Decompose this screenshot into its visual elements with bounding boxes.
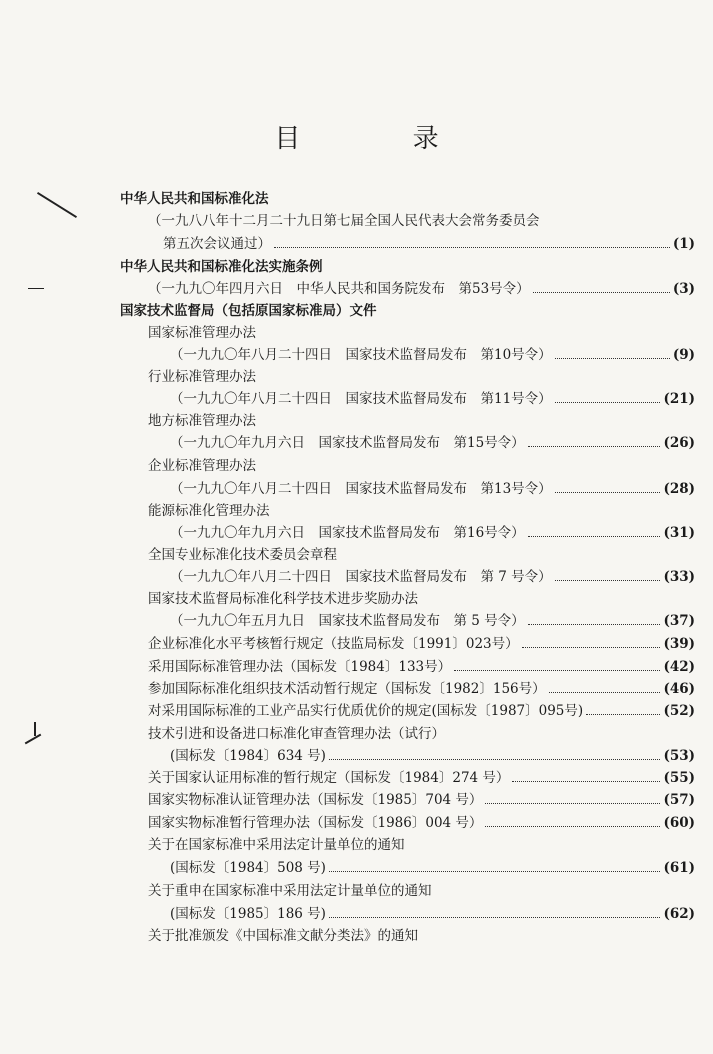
- toc-page-number: (1): [672, 236, 695, 252]
- toc-entry: [148, 455, 695, 477]
- toc-entry-text: (国标发〔1984〕634 号): [170, 748, 326, 764]
- toc-entry: [170, 432, 695, 454]
- toc-entry: [170, 566, 695, 588]
- toc-entry: [148, 700, 695, 722]
- toc-entry: [148, 925, 695, 947]
- toc-entry: [170, 388, 695, 410]
- leader-dots: [528, 611, 661, 625]
- scan-mark-left-mid: [25, 734, 42, 745]
- toc-entry: [120, 256, 695, 278]
- leader-dots: [555, 479, 661, 493]
- leader-dots: [454, 657, 660, 671]
- toc-entry: [148, 588, 695, 610]
- toc-entry: [148, 210, 695, 232]
- toc-entry-text: （一九九〇年九月六日 国家技术监督局发布 第16号令）: [170, 525, 525, 541]
- toc-page-number: (3): [672, 281, 695, 297]
- toc-page-number: (61): [663, 860, 695, 876]
- toc-entry: [170, 745, 695, 767]
- toc-entry: [120, 300, 695, 322]
- toc-page-number: (28): [663, 481, 695, 497]
- toc-entry-text: （一九九〇年四月六日 中华人民共和国务院发布 第53号令）: [148, 281, 530, 297]
- toc-page-number: (60): [663, 815, 695, 831]
- leader-dots: [329, 904, 660, 918]
- leader-dots: [329, 746, 660, 760]
- leader-dots: [485, 813, 660, 827]
- toc-page-number: (57): [663, 792, 695, 808]
- toc-entry-text: 国家实物标准暂行管理办法（国标发〔1986〕004 号）: [148, 815, 483, 831]
- toc-entry: [148, 880, 695, 902]
- toc-entry: [148, 723, 695, 745]
- toc-entry-text: 中华人民共和国标准化法: [120, 191, 269, 207]
- toc-page-number: (31): [663, 525, 695, 541]
- toc-entry-text: 关于批准颁发《中国标准文献分类法》的通知: [148, 928, 418, 944]
- toc-entry-text: （一九九〇年九月六日 国家技术监督局发布 第15号令）: [170, 435, 525, 451]
- toc-entry: [148, 500, 695, 522]
- page-title: 目 录: [274, 124, 491, 154]
- toc-page-number: (39): [663, 636, 695, 652]
- toc-entry-text: 关于重申在国家标准中采用法定计量单位的通知: [148, 883, 432, 899]
- leader-dots: [586, 701, 660, 715]
- toc-page-number: (21): [663, 391, 695, 407]
- toc-entry: [170, 610, 695, 632]
- leader-dots: [555, 389, 661, 403]
- toc-page-number: (52): [663, 703, 695, 719]
- toc-entry-text: 国家实物标准认证管理办法（国标发〔1985〕704 号）: [148, 792, 483, 808]
- leader-dots: [329, 858, 660, 872]
- leader-dots: [528, 433, 661, 447]
- toc-entry: [148, 322, 695, 344]
- toc-entry: [148, 410, 695, 432]
- scan-mark-left-top: [37, 192, 77, 218]
- toc-page-number: (46): [663, 681, 695, 697]
- toc-entry-text: （一九九〇年八月二十四日 国家技术监督局发布 第 7 号令）: [170, 569, 552, 585]
- toc-entry: [148, 789, 695, 811]
- scan-mark-left-top2: [28, 288, 44, 289]
- toc-entry: [170, 857, 695, 879]
- toc-entry-text: （一九九〇年八月二十四日 国家技术监督局发布 第11号令）: [170, 391, 552, 407]
- toc-page-number: (37): [663, 613, 695, 629]
- toc-page-number: (26): [663, 435, 695, 451]
- toc-entry-text: 参加国际标准化组织技术活动暂行规定（国标发〔1982〕156号）: [148, 681, 546, 697]
- toc-entry: [148, 278, 695, 300]
- leader-dots: [555, 567, 661, 581]
- toc-entry-text: 采用国际标准管理办法（国标发〔1984〕133号）: [148, 659, 452, 675]
- toc-page-number: (33): [663, 569, 695, 585]
- toc-entry: [170, 344, 695, 366]
- toc-entry: [170, 903, 695, 925]
- toc-entry: [148, 544, 695, 566]
- toc-entry-text: （一九九〇年八月二十四日 国家技术监督局发布 第10号令）: [170, 347, 552, 363]
- toc-page-number: (42): [663, 659, 695, 675]
- toc-entry-text: 国家技术监督局标准化科学技术进步奖励办法: [148, 591, 418, 607]
- toc-entry-text: 行业标准管理办法: [148, 369, 256, 385]
- toc-entry: [148, 767, 695, 789]
- toc-entry: [148, 678, 695, 700]
- leader-dots: [533, 279, 670, 293]
- toc-entry: [170, 522, 695, 544]
- toc-entry: [170, 478, 695, 500]
- toc-entry: [148, 656, 695, 678]
- toc-page-number: (9): [672, 347, 695, 363]
- leader-dots: [522, 634, 661, 648]
- toc-entry-text: 对采用国际标准的工业产品实行优质优价的规定(国标发〔1987〕095号): [148, 703, 584, 719]
- toc-entry-text: （一九九〇年八月二十四日 国家技术监督局发布 第13号令）: [170, 481, 552, 497]
- scan-mark-left-mid2: [34, 722, 36, 736]
- toc-entry: [148, 834, 695, 856]
- leader-dots: [549, 679, 661, 693]
- leader-dots: [512, 768, 660, 782]
- toc-page-number: (53): [663, 748, 695, 764]
- toc-entry-text: 企业标准化水平考核暂行规定（技监局标发〔1991〕023号）: [148, 636, 519, 652]
- toc-entry-text: 关于国家认证用标准的暂行规定（国标发〔1984〕274 号）: [148, 770, 510, 786]
- toc-entry-text: （一九八八年十二月二十九日第七届全国人民代表大会常务委员会: [148, 213, 540, 229]
- toc-entry-text: (国标发〔1985〕186 号): [170, 906, 326, 922]
- toc-entry-text: 中华人民共和国标准化法实施条例: [120, 259, 323, 275]
- toc-entry: [148, 366, 695, 388]
- toc-entry-text: 全国专业标准化技术委员会章程: [148, 547, 337, 563]
- leader-dots: [485, 790, 660, 804]
- toc-entry-text: 企业标准管理办法: [148, 458, 256, 474]
- leader-dots: [274, 234, 670, 248]
- toc-entry-text: (国标发〔1984〕508 号): [170, 860, 326, 876]
- toc-entry-text: 地方标准管理办法: [148, 413, 256, 429]
- toc-entry: [120, 188, 695, 210]
- toc-entry: [148, 812, 695, 834]
- toc-entry-text: 关于在国家标准中采用法定计量单位的通知: [148, 837, 405, 853]
- toc-page-number: (55): [663, 770, 695, 786]
- toc-entry-text: 第五次会议通过）: [163, 236, 271, 252]
- toc-entry-text: （一九九〇年五月九日 国家技术监督局发布 第 5 号令）: [170, 613, 525, 629]
- toc-entry-text: 技术引进和设备进口标准化审查管理办法（试行）: [148, 726, 445, 742]
- leader-dots: [555, 345, 670, 359]
- toc-page-number: (62): [663, 906, 695, 922]
- leader-dots: [528, 523, 661, 537]
- toc-entry: [148, 633, 695, 655]
- toc-entry-text: 国家技术监督局（包括原国家标准局）文件: [120, 303, 377, 319]
- toc-entry-text: 能源标准化管理办法: [148, 503, 270, 519]
- toc-entry-text: 国家标准管理办法: [148, 325, 256, 341]
- toc-entry: [163, 233, 695, 255]
